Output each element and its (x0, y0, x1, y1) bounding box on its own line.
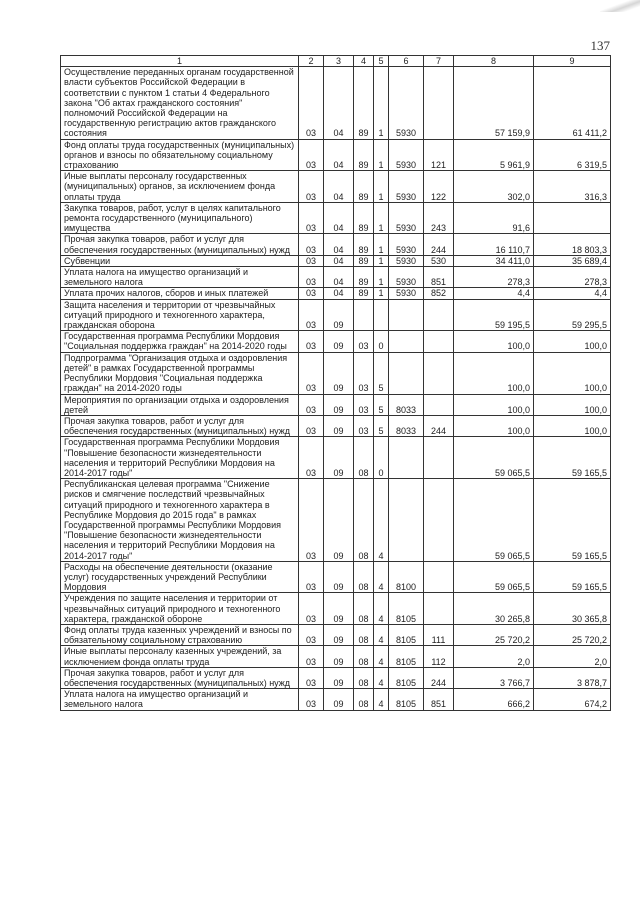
cell-direction: 5930 (389, 171, 424, 203)
column-header: 5 (374, 56, 389, 67)
cell-name: Осуществление переданных органам государственной власти субъектов Российской Федерации в соответствии с пунктом 1 статьи 4 Федерального закона "Об актах гражданского состояния" полномочий Российской Федерации на государственную регистрацию актов гражданского состояния (61, 67, 299, 139)
cell-section: 03 (299, 624, 324, 645)
table-row (61, 394, 611, 415)
cell-amount-year1: 91,6 (454, 202, 534, 234)
cell-section: 03 (299, 561, 324, 593)
table-row (61, 299, 611, 331)
cell-name: Субвенции (61, 255, 299, 266)
cell-direction (389, 437, 424, 479)
cell-program: 89 (354, 67, 374, 139)
cell-expense-type: 851 (424, 267, 454, 288)
cell-subsection: 09 (324, 394, 354, 415)
cell-subsection: 04 (324, 67, 354, 139)
cell-subsection: 09 (324, 352, 354, 394)
cell-subprogram: 0 (374, 331, 389, 352)
cell-program: 08 (354, 689, 374, 710)
cell-section: 03 (299, 171, 324, 203)
cell-amount-year2 (534, 202, 611, 234)
cell-subsection: 09 (324, 561, 354, 593)
cell-program: 89 (354, 171, 374, 203)
cell-program: 08 (354, 593, 374, 625)
cell-subsection: 09 (324, 624, 354, 645)
cell-program: 03 (354, 352, 374, 394)
cell-subsection: 09 (324, 331, 354, 352)
cell-direction: 8105 (389, 667, 424, 688)
table-row (61, 624, 611, 645)
cell-program: 89 (354, 234, 374, 255)
cell-name: Учреждения по защите населения и территории от чрезвычайных ситуаций природного и техногенного характера, гражданской обороне (61, 593, 299, 625)
cell-name: Республиканская целевая программа "Снижение рисков и смягчение последствий чрезвычайных ситуаций природного и техногенного характера в Республике Мордовия до 2015 года" в рамках Государственной программы Республики Мордовия "Повышение безопасности жизнедеятельности населения и территорий Республики Мордовия на 2014-2017 годы" (61, 479, 299, 562)
cell-amount-year2: 100,0 (534, 394, 611, 415)
column-header: 2 (299, 56, 324, 67)
column-header: 8 (454, 56, 534, 67)
cell-subsection: 04 (324, 202, 354, 234)
column-header: 6 (389, 56, 424, 67)
cell-subsection: 04 (324, 267, 354, 288)
cell-amount-year1: 57 159,9 (454, 67, 534, 139)
cell-amount-year2: 100,0 (534, 415, 611, 436)
cell-expense-type: 122 (424, 171, 454, 203)
cell-direction: 5930 (389, 67, 424, 139)
cell-subsection: 09 (324, 646, 354, 667)
cell-amount-year2: 18 803,3 (534, 234, 611, 255)
table-row (61, 234, 611, 255)
table-row (61, 202, 611, 234)
cell-amount-year1: 2,0 (454, 646, 534, 667)
cell-amount-year1: 100,0 (454, 352, 534, 394)
cell-section: 03 (299, 234, 324, 255)
cell-name: Расходы на обеспечение деятельности (оказание услуг) государственных учреждений Республики Мордовия (61, 561, 299, 593)
cell-subprogram: 1 (374, 255, 389, 266)
cell-program: 89 (354, 267, 374, 288)
cell-amount-year1: 59 065,5 (454, 437, 534, 479)
cell-program: 89 (354, 202, 374, 234)
cell-amount-year1: 666,2 (454, 689, 534, 710)
cell-direction: 5930 (389, 288, 424, 299)
column-header: 4 (354, 56, 374, 67)
table-row (61, 667, 611, 688)
cell-subprogram: 0 (374, 437, 389, 479)
cell-direction (389, 479, 424, 562)
cell-expense-type (424, 394, 454, 415)
cell-section: 03 (299, 255, 324, 266)
cell-direction: 8033 (389, 394, 424, 415)
cell-subprogram: 1 (374, 202, 389, 234)
cell-expense-type (424, 299, 454, 331)
cell-subprogram: 4 (374, 646, 389, 667)
cell-name: Прочая закупка товаров, работ и услуг для обеспечения государственных (муниципальных) нужд (61, 415, 299, 436)
cell-section: 03 (299, 139, 324, 171)
cell-direction: 5930 (389, 255, 424, 266)
cell-subprogram: 4 (374, 479, 389, 562)
cell-program: 08 (354, 437, 374, 479)
cell-expense-type: 244 (424, 234, 454, 255)
cell-amount-year1: 100,0 (454, 331, 534, 352)
cell-subprogram: 1 (374, 288, 389, 299)
cell-direction: 8100 (389, 561, 424, 593)
cell-direction (389, 299, 424, 331)
cell-section: 03 (299, 394, 324, 415)
table-row (61, 255, 611, 266)
cell-direction: 8105 (389, 689, 424, 710)
cell-name: Прочая закупка товаров, работ и услуг для обеспечения государственных (муниципальных) нужд (61, 234, 299, 255)
cell-subprogram: 5 (374, 352, 389, 394)
cell-amount-year2: 6 319,5 (534, 139, 611, 171)
cell-expense-type: 243 (424, 202, 454, 234)
cell-amount-year1: 278,3 (454, 267, 534, 288)
cell-expense-type: 244 (424, 415, 454, 436)
cell-amount-year2: 59 165,5 (534, 437, 611, 479)
cell-subsection: 04 (324, 288, 354, 299)
cell-section: 03 (299, 593, 324, 625)
cell-subsection: 09 (324, 689, 354, 710)
cell-name: Прочая закупка товаров, работ и услуг для обеспечения государственных (муниципальных) нужд (61, 667, 299, 688)
cell-amount-year2: 674,2 (534, 689, 611, 710)
cell-amount-year2: 2,0 (534, 646, 611, 667)
cell-subsection: 04 (324, 255, 354, 266)
cell-name: Государственная программа Республики Мордовия "Социальная поддержка граждан" на 2014-2020 годы (61, 331, 299, 352)
page-number: 137 (590, 38, 610, 53)
cell-amount-year1: 4,4 (454, 288, 534, 299)
cell-subprogram: 4 (374, 667, 389, 688)
cell-direction: 8105 (389, 624, 424, 645)
table-row (61, 415, 611, 436)
cell-amount-year2: 278,3 (534, 267, 611, 288)
cell-subprogram: 4 (374, 593, 389, 625)
column-header: 3 (324, 56, 354, 67)
cell-section: 03 (299, 437, 324, 479)
cell-name: Уплата налога на имущество организаций и земельного налога (61, 267, 299, 288)
cell-section: 03 (299, 331, 324, 352)
scan-artifact (600, 0, 640, 12)
cell-direction: 5930 (389, 202, 424, 234)
cell-subprogram: 4 (374, 624, 389, 645)
cell-expense-type (424, 331, 454, 352)
cell-section: 03 (299, 288, 324, 299)
cell-expense-type (424, 352, 454, 394)
cell-name: Иные выплаты персоналу казенных учреждений, за исключением фонда оплаты труда (61, 646, 299, 667)
cell-expense-type (424, 479, 454, 562)
cell-amount-year1: 16 110,7 (454, 234, 534, 255)
cell-name: Уплата налога на имущество организаций и земельного налога (61, 689, 299, 710)
cell-direction: 5930 (389, 267, 424, 288)
cell-name: Подпрограмма "Организация отдыха и оздоровления детей" в рамках Государственной программы Республики Мордовия "Социальная поддержка граждан" на 2014-2020 годы (61, 352, 299, 394)
cell-section: 03 (299, 67, 324, 139)
cell-expense-type: 852 (424, 288, 454, 299)
cell-amount-year2: 61 411,2 (534, 67, 611, 139)
cell-amount-year2: 59 165,5 (534, 561, 611, 593)
table-row (61, 67, 611, 139)
cell-expense-type: 244 (424, 667, 454, 688)
table-row (61, 267, 611, 288)
cell-amount-year1: 34 411,0 (454, 255, 534, 266)
cell-direction (389, 352, 424, 394)
table-row (61, 561, 611, 593)
cell-section: 03 (299, 479, 324, 562)
cell-subprogram: 4 (374, 689, 389, 710)
cell-subprogram: 1 (374, 171, 389, 203)
cell-name: Закупка товаров, работ, услуг в целях капитального ремонта государственного (муниципального) имущества (61, 202, 299, 234)
cell-direction: 8105 (389, 593, 424, 625)
cell-amount-year2: 25 720,2 (534, 624, 611, 645)
cell-subprogram: 1 (374, 139, 389, 171)
cell-section: 03 (299, 689, 324, 710)
table-row (61, 593, 611, 625)
cell-amount-year2: 4,4 (534, 288, 611, 299)
cell-program: 89 (354, 255, 374, 266)
table-row (61, 171, 611, 203)
cell-direction: 8105 (389, 646, 424, 667)
cell-program: 03 (354, 415, 374, 436)
cell-amount-year1: 59 065,5 (454, 561, 534, 593)
cell-subprogram: 5 (374, 415, 389, 436)
cell-expense-type (424, 593, 454, 625)
cell-expense-type: 112 (424, 646, 454, 667)
cell-program: 08 (354, 479, 374, 562)
cell-program: 08 (354, 667, 374, 688)
cell-amount-year2: 316,3 (534, 171, 611, 203)
cell-name: Мероприятия по организации отдыха и оздоровления детей (61, 394, 299, 415)
table-row (61, 646, 611, 667)
cell-subprogram (374, 299, 389, 331)
cell-direction: 5930 (389, 234, 424, 255)
cell-section: 03 (299, 667, 324, 688)
cell-amount-year2: 35 689,4 (534, 255, 611, 266)
cell-amount-year1: 100,0 (454, 415, 534, 436)
cell-section: 03 (299, 267, 324, 288)
cell-program: 89 (354, 288, 374, 299)
cell-amount-year1: 59 195,5 (454, 299, 534, 331)
cell-expense-type: 121 (424, 139, 454, 171)
table-row (61, 139, 611, 171)
cell-subprogram: 1 (374, 67, 389, 139)
cell-subsection: 04 (324, 139, 354, 171)
cell-name: Фонд оплаты труда казенных учреждений и взносы по обязательному социальному страхованию (61, 624, 299, 645)
cell-amount-year1: 30 265,8 (454, 593, 534, 625)
cell-subsection: 09 (324, 299, 354, 331)
column-header: 7 (424, 56, 454, 67)
header-row (61, 56, 611, 67)
column-header: 9 (534, 56, 611, 67)
cell-program: 89 (354, 139, 374, 171)
cell-subprogram: 1 (374, 267, 389, 288)
table-row (61, 479, 611, 562)
cell-direction: 8033 (389, 415, 424, 436)
cell-section: 03 (299, 352, 324, 394)
table-row (61, 437, 611, 479)
table-row (61, 288, 611, 299)
cell-expense-type: 851 (424, 689, 454, 710)
cell-amount-year2: 59 165,5 (534, 479, 611, 562)
cell-section: 03 (299, 202, 324, 234)
cell-amount-year1: 3 766,7 (454, 667, 534, 688)
cell-amount-year1: 100,0 (454, 394, 534, 415)
cell-section: 03 (299, 415, 324, 436)
cell-name: Уплата прочих налогов, сборов и иных платежей (61, 288, 299, 299)
cell-direction: 5930 (389, 139, 424, 171)
cell-program: 03 (354, 331, 374, 352)
cell-subsection: 09 (324, 437, 354, 479)
cell-expense-type (424, 67, 454, 139)
cell-subsection: 09 (324, 667, 354, 688)
table-row (61, 689, 611, 710)
cell-expense-type: 530 (424, 255, 454, 266)
cell-expense-type (424, 561, 454, 593)
cell-expense-type (424, 437, 454, 479)
cell-amount-year1: 59 065,5 (454, 479, 534, 562)
cell-name: Фонд оплаты труда государственных (муниципальных) органов и взносы по обязательному социальному страхованию (61, 139, 299, 171)
column-header: 1 (61, 56, 299, 67)
cell-subsection: 09 (324, 593, 354, 625)
cell-subsection: 09 (324, 479, 354, 562)
cell-amount-year1: 302,0 (454, 171, 534, 203)
cell-program: 08 (354, 646, 374, 667)
cell-expense-type: 111 (424, 624, 454, 645)
cell-amount-year2: 100,0 (534, 331, 611, 352)
cell-amount-year2: 59 295,5 (534, 299, 611, 331)
budget-table (60, 55, 611, 711)
cell-subsection: 09 (324, 415, 354, 436)
cell-amount-year1: 5 961,9 (454, 139, 534, 171)
cell-amount-year2: 30 365,8 (534, 593, 611, 625)
cell-program (354, 299, 374, 331)
cell-section: 03 (299, 646, 324, 667)
cell-name: Государственная программа Республики Мордовия "Повышение безопасности жизнедеятельности населения и территорий Республики Мордовия на 2014-2017 годы" (61, 437, 299, 479)
cell-subprogram: 4 (374, 561, 389, 593)
table-body (61, 67, 611, 710)
cell-direction (389, 331, 424, 352)
cell-amount-year2: 3 878,7 (534, 667, 611, 688)
cell-section: 03 (299, 299, 324, 331)
cell-program: 08 (354, 561, 374, 593)
table-row (61, 352, 611, 394)
cell-subprogram: 5 (374, 394, 389, 415)
cell-program: 03 (354, 394, 374, 415)
cell-name: Иные выплаты персоналу государственных (муниципальных) органов, за исключением фонда оплаты труда (61, 171, 299, 203)
table-row (61, 331, 611, 352)
cell-program: 08 (354, 624, 374, 645)
cell-amount-year1: 25 720,2 (454, 624, 534, 645)
cell-subsection: 04 (324, 234, 354, 255)
cell-amount-year2: 100,0 (534, 352, 611, 394)
cell-subprogram: 1 (374, 234, 389, 255)
cell-subsection: 04 (324, 171, 354, 203)
cell-name: Защита населения и территории от чрезвычайных ситуаций природного и техногенного характера, гражданская оборона (61, 299, 299, 331)
